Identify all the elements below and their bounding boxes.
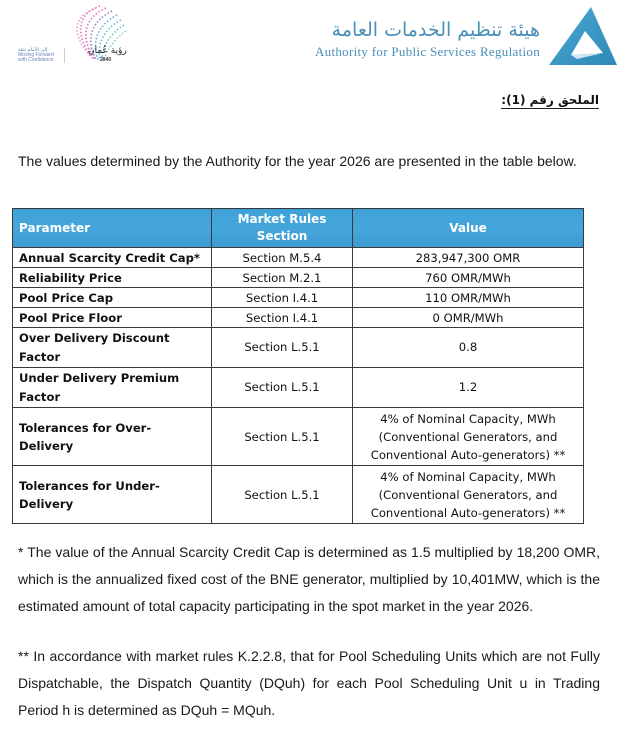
value-cell: 4% of Nominal Capacity, MWh (Conventional Generators, and Conventional Auto-generators) ** — [353, 466, 584, 524]
section-cell: Section I.4.1 — [212, 308, 353, 328]
parameter-cell: Pool Price Floor — [13, 308, 212, 328]
table-row — [13, 408, 584, 466]
column-header-value: Value — [353, 209, 584, 248]
value-cell: 110 OMR/MWh — [353, 288, 584, 308]
authority-name-arabic: هيئة تنظيم الخدمات العامة — [331, 19, 540, 41]
section-cell: Section L.5.1 — [212, 466, 353, 524]
vision-caption: إلى الأمام بثقة · Moving Forward with Confidence — [18, 48, 65, 63]
parameter-cell: Over Delivery Discount Factor — [13, 328, 212, 368]
parameter-cell: Under Delivery Premium Factor — [13, 368, 212, 408]
parameter-cell: Pool Price Cap — [13, 288, 212, 308]
value-cell: 760 OMR/MWh — [353, 268, 584, 288]
table-row — [13, 466, 584, 524]
column-header-parameter: Parameter — [13, 209, 212, 248]
value-cell: 0 OMR/MWh — [353, 308, 584, 328]
table-row — [13, 248, 584, 268]
section-cell: Section I.4.1 — [212, 288, 353, 308]
parameter-cell: Annual Scarcity Credit Cap* — [13, 248, 212, 268]
vision-name: رؤية عُمان — [88, 46, 127, 56]
value-cell: 283,947,300 OMR — [353, 248, 584, 268]
letterhead — [0, 0, 621, 75]
table-row — [13, 288, 584, 308]
authority-name-english: Authority for Public Services Regulation — [314, 44, 540, 59]
section-cell: Section L.5.1 — [212, 408, 353, 466]
authority-triangle-logo-icon — [547, 3, 619, 67]
value-cell: 1.2 — [353, 368, 584, 408]
section-cell: Section L.5.1 — [212, 328, 353, 368]
section-cell: Section M.2.1 — [212, 268, 353, 288]
annex-title: الملحق رقم (1): — [501, 93, 599, 107]
vision-year: 2040 — [100, 57, 112, 63]
value-cell: 0.8 — [353, 328, 584, 368]
column-header-section: Market Rules Section — [212, 209, 353, 248]
footnote-dispatch-quantity: ** In accordance with market rules K.2.2.8, that for Pool Scheduling Units which are not Fully Dispatchable, the Dispatch Quantity (DQuh) for each Pool Scheduling Unit u in Trading Period h is determined as DQuh = MQuh. — [18, 648, 600, 718]
table-row — [13, 368, 584, 408]
table-row — [13, 328, 584, 368]
table-header-row — [13, 209, 584, 248]
parameters-table — [12, 208, 584, 524]
table-row — [13, 308, 584, 328]
table-row — [13, 268, 584, 288]
section-cell: Section L.5.1 — [212, 368, 353, 408]
intro-paragraph: The values determined by the Authority for the year 2026 are presented in the table below. — [18, 153, 577, 169]
authority-name — [278, 18, 540, 59]
parameter-cell: Tolerances for Over-Delivery — [13, 408, 212, 466]
parameter-cell: Tolerances for Under-Delivery — [13, 466, 212, 524]
oman-vision-logo — [8, 2, 143, 68]
parameter-cell: Reliability Price — [13, 268, 212, 288]
footnote-scarcity-cap: * The value of the Annual Scarcity Credit Cap is determined as 1.5 multiplied by 18,200 OMR, which is the annualized fixed cost of the BNE generator, multiplied by 10,401MW, which is the estimated amount of total capacity participating in the spot market in the year 2026. — [18, 544, 600, 614]
section-cell: Section M.5.4 — [212, 248, 353, 268]
value-cell: 4% of Nominal Capacity, MWh (Conventional Generators, and Conventional Auto-generators) ** — [353, 408, 584, 466]
